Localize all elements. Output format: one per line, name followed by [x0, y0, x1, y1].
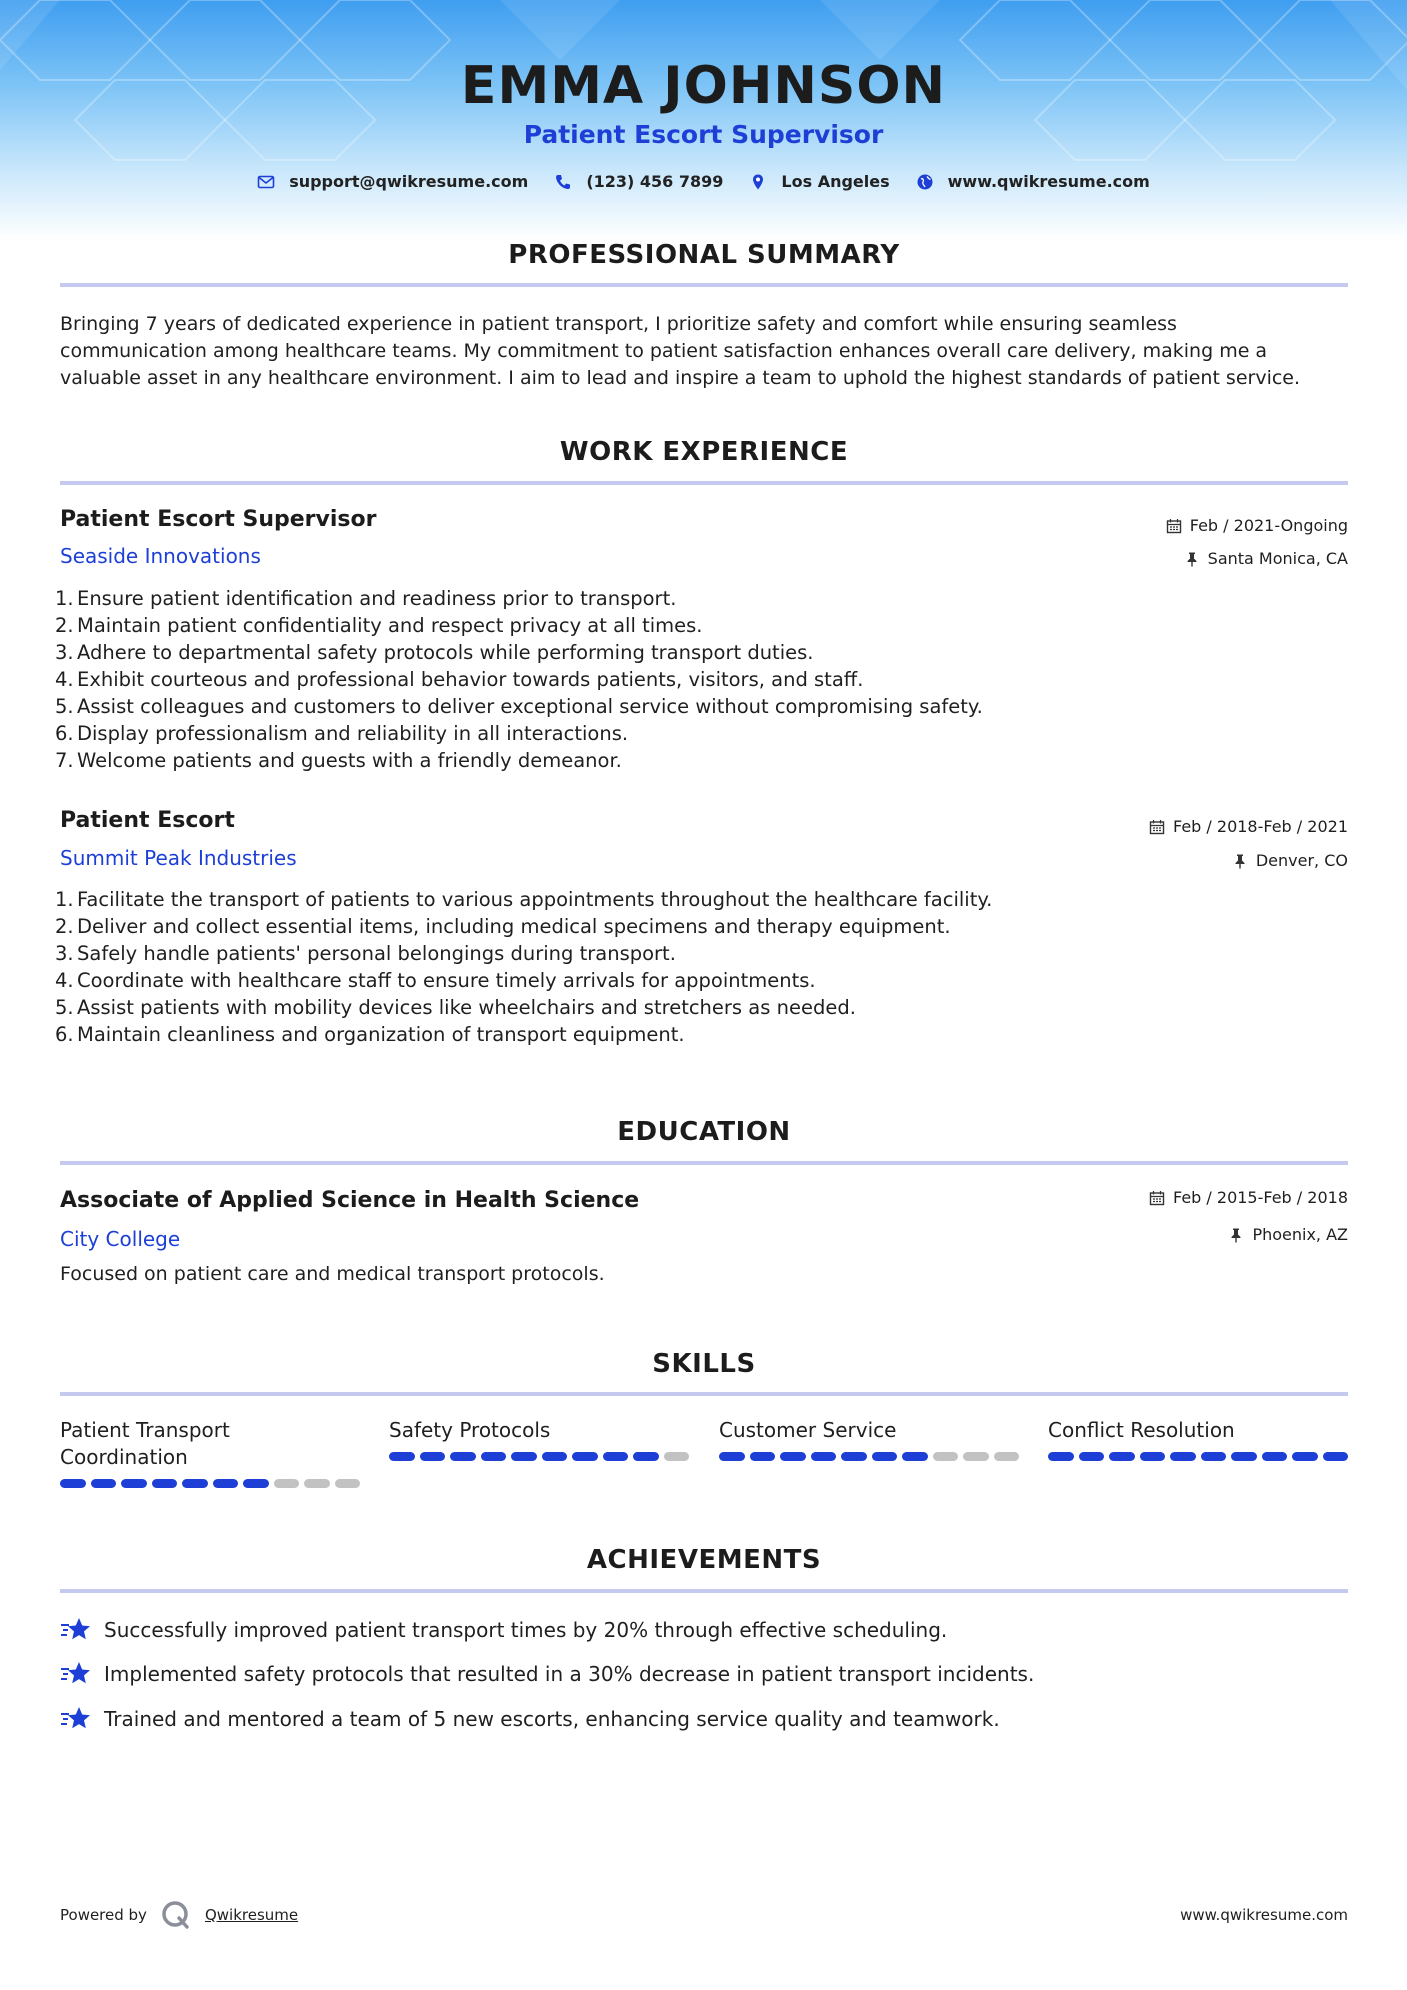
email-text: support@qwikresume.com: [289, 172, 529, 191]
achievement-text: Successfully improved patient transport times by 20% through effective scheduling.: [104, 1618, 948, 1642]
contact-location: [749, 172, 889, 191]
education-dates: [1149, 1188, 1348, 1207]
contact-bar: [0, 172, 1407, 191]
skill-level-segment: [719, 1452, 745, 1461]
skill-level-segment: [60, 1479, 86, 1488]
job-dates-text: Feb / 2021-Ongoing: [1189, 516, 1348, 535]
experience-divider: [60, 481, 1348, 485]
skill-level-segment: [1140, 1452, 1166, 1461]
list-item: 2. Maintain patient confidentiality and respect privacy at all times.: [55, 614, 703, 637]
calendar-icon: [1149, 819, 1165, 835]
summary-line: Bringing 7 years of dedicated experience in patient transport, I prioritize safety and comfort while ensuring seamless: [60, 313, 1177, 335]
skill-level-segment: [304, 1479, 330, 1488]
envelope-icon: [257, 173, 275, 191]
job-dates: [1166, 516, 1348, 535]
skill-level-segment: [1292, 1452, 1318, 1461]
job-company: Summit Peak Industries: [60, 846, 297, 870]
skill-level-segment: [1079, 1452, 1105, 1461]
pushpin-icon: [1228, 1227, 1244, 1243]
job-dates-text: Feb / 2018-Feb / 2021: [1173, 817, 1348, 836]
skill-level-segment: [511, 1452, 537, 1461]
skill-level-segment: [994, 1452, 1020, 1461]
school-name: City College: [60, 1227, 181, 1251]
skill-level-segment: [1048, 1452, 1074, 1461]
skill-level-segment: [633, 1452, 659, 1461]
skill-level-segment: [750, 1452, 776, 1461]
skill-level-segment: [420, 1452, 446, 1461]
education-location: [1228, 1225, 1348, 1244]
globe-icon: [916, 173, 934, 191]
skill-level-segment: [1323, 1452, 1349, 1461]
achievement-item: [60, 1615, 947, 1645]
job-location-text: Santa Monica, CA: [1207, 549, 1348, 568]
list-item: 3. Adhere to departmental safety protocols while performing transport duties.: [55, 641, 814, 664]
summary-line: valuable asset in any healthcare environment. I aim to lead and inspire a team to uphold the highest standards of patient service.: [60, 367, 1301, 389]
skill-item: [60, 1417, 360, 1488]
skill-level-segment: [933, 1452, 959, 1461]
degree-title: Associate of Applied Science in Health Science: [60, 1188, 640, 1213]
education-dates-text: Feb / 2015-Feb / 2018: [1173, 1188, 1348, 1207]
skill-level-segment: [841, 1452, 867, 1461]
list-item: 7. Welcome patients and guests with a friendly demeanor.: [55, 749, 622, 772]
skill-level-segment: [572, 1452, 598, 1461]
list-item: 5. Assist patients with mobility devices like wheelchairs and stretchers as needed.: [55, 996, 856, 1019]
skill-level-bar: [1048, 1452, 1348, 1461]
achievement-item: [60, 1704, 1000, 1734]
powered-by-label: Powered by: [60, 1906, 147, 1924]
skill-level-segment: [1170, 1452, 1196, 1461]
skill-level-segment: [811, 1452, 837, 1461]
contact-email[interactable]: [257, 172, 528, 191]
skill-name: Safety Protocols: [389, 1418, 551, 1442]
skill-level-segment: [389, 1452, 415, 1461]
location-text: Los Angeles: [781, 172, 890, 191]
job-dates: [1149, 817, 1348, 836]
skill-level-bar: [719, 1452, 1019, 1461]
skill-name: Conflict Resolution: [1048, 1418, 1235, 1442]
education-heading: EDUCATION: [617, 1117, 791, 1147]
phone-text: (123) 456 7899: [586, 172, 724, 191]
skill-level-segment: [664, 1452, 690, 1461]
job-location: [1184, 549, 1348, 568]
list-item: 1. Facilitate the transport of patients to various appointments throughout the healthcare facility.: [55, 888, 993, 911]
education-location-text: Phoenix, AZ: [1252, 1225, 1348, 1244]
list-item: 2. Deliver and collect essential items, including medical specimens and therapy equipment.: [55, 915, 951, 938]
list-item: 4. Exhibit courteous and professional behavior towards patients, visitors, and staff.: [55, 668, 864, 691]
skill-level-segment: [152, 1479, 178, 1488]
skill-name: Patient Transport Coordination: [60, 1418, 230, 1469]
skills-divider: [60, 1392, 1348, 1396]
list-item: 6. Display professionalism and reliability in all interactions.: [55, 722, 629, 745]
candidate-name: EMMA JOHNSON: [460, 56, 947, 116]
job-company: Seaside Innovations: [60, 544, 261, 568]
skill-level-bar: [60, 1479, 360, 1488]
skill-level-segment: [963, 1452, 989, 1461]
phone-icon: [554, 173, 572, 191]
footer-website[interactable]: www.qwikresume.com: [1180, 1906, 1348, 1924]
contact-phone[interactable]: [554, 172, 723, 191]
summary-divider: [60, 283, 1348, 287]
summary-heading: PROFESSIONAL SUMMARY: [508, 240, 900, 270]
job-title: Patient Escort Supervisor: [60, 507, 377, 532]
website-text: www.qwikresume.com: [947, 172, 1150, 191]
skill-level-segment: [274, 1479, 300, 1488]
pushpin-icon: [1184, 551, 1200, 567]
skill-level-segment: [450, 1452, 476, 1461]
skill-item: [1048, 1417, 1348, 1461]
skill-level-segment: [243, 1479, 269, 1488]
skill-level-segment: [603, 1452, 629, 1461]
list-item: 4. Coordinate with healthcare staff to ensure timely arrivals for appointments.: [55, 969, 816, 992]
summary-line: communication among healthcare teams. My commitment to patient satisfaction enhances overall care delivery, making me a: [60, 340, 1268, 362]
skill-level-segment: [121, 1479, 147, 1488]
achievements-divider: [60, 1589, 1348, 1593]
job-location-text: Denver, CO: [1255, 851, 1348, 870]
brand-link[interactable]: Qwikresume: [204, 1906, 299, 1924]
star-icon: [60, 1704, 92, 1734]
skill-level-bar: [389, 1452, 689, 1461]
achievement-item: [60, 1659, 1034, 1689]
skill-level-segment: [1231, 1452, 1257, 1461]
skill-level-segment: [91, 1479, 117, 1488]
achievements-heading: ACHIEVEMENTS: [586, 1545, 822, 1575]
skill-name: Customer Service: [719, 1418, 897, 1442]
skill-level-segment: [1262, 1452, 1288, 1461]
skill-level-segment: [335, 1479, 361, 1488]
skill-level-segment: [481, 1452, 507, 1461]
map-pin-icon: [749, 173, 767, 191]
job-duties-list: [55, 585, 1255, 774]
job-location: [1232, 851, 1348, 870]
contact-website[interactable]: [916, 172, 1150, 191]
education-description: Focused on patient care and medical transport protocols.: [60, 1263, 605, 1285]
candidate-title: Patient Escort Supervisor: [523, 120, 884, 149]
qwikresume-logo-icon: [161, 1900, 191, 1930]
star-icon: [60, 1615, 92, 1645]
achievement-text: Trained and mentored a team of 5 new escorts, enhancing service quality and teamwork.: [104, 1707, 1000, 1731]
skills-heading: SKILLS: [652, 1349, 756, 1379]
skill-level-segment: [542, 1452, 568, 1461]
skill-item: [389, 1417, 689, 1461]
achievement-text: Implemented safety protocols that resulted in a 30% decrease in patient transport incidents.: [104, 1662, 1035, 1686]
skill-level-segment: [872, 1452, 898, 1461]
job-duties-list: [55, 886, 1255, 1048]
skill-level-segment: [780, 1452, 806, 1461]
skill-level-segment: [213, 1479, 239, 1488]
list-item: 1. Ensure patient identification and readiness prior to transport.: [55, 587, 677, 610]
pushpin-icon: [1232, 853, 1248, 869]
job-title: Patient Escort: [60, 808, 235, 833]
calendar-icon: [1166, 518, 1182, 534]
experience-heading: WORK EXPERIENCE: [559, 437, 849, 467]
list-item: 3. Safely handle patients' personal belongings during transport.: [55, 942, 676, 965]
skill-item: [719, 1417, 1019, 1461]
skill-level-segment: [1201, 1452, 1227, 1461]
footer-powered-by: [60, 1900, 298, 1930]
calendar-icon: [1149, 1190, 1165, 1206]
list-item: 5. Assist colleagues and customers to deliver exceptional service without compromising safety.: [55, 695, 983, 718]
star-icon: [60, 1659, 92, 1689]
skill-level-segment: [182, 1479, 208, 1488]
list-item: 6. Maintain cleanliness and organization of transport equipment.: [55, 1023, 685, 1046]
education-divider: [60, 1161, 1348, 1165]
skill-level-segment: [902, 1452, 928, 1461]
skill-level-segment: [1109, 1452, 1135, 1461]
summary-text: [60, 311, 1350, 392]
